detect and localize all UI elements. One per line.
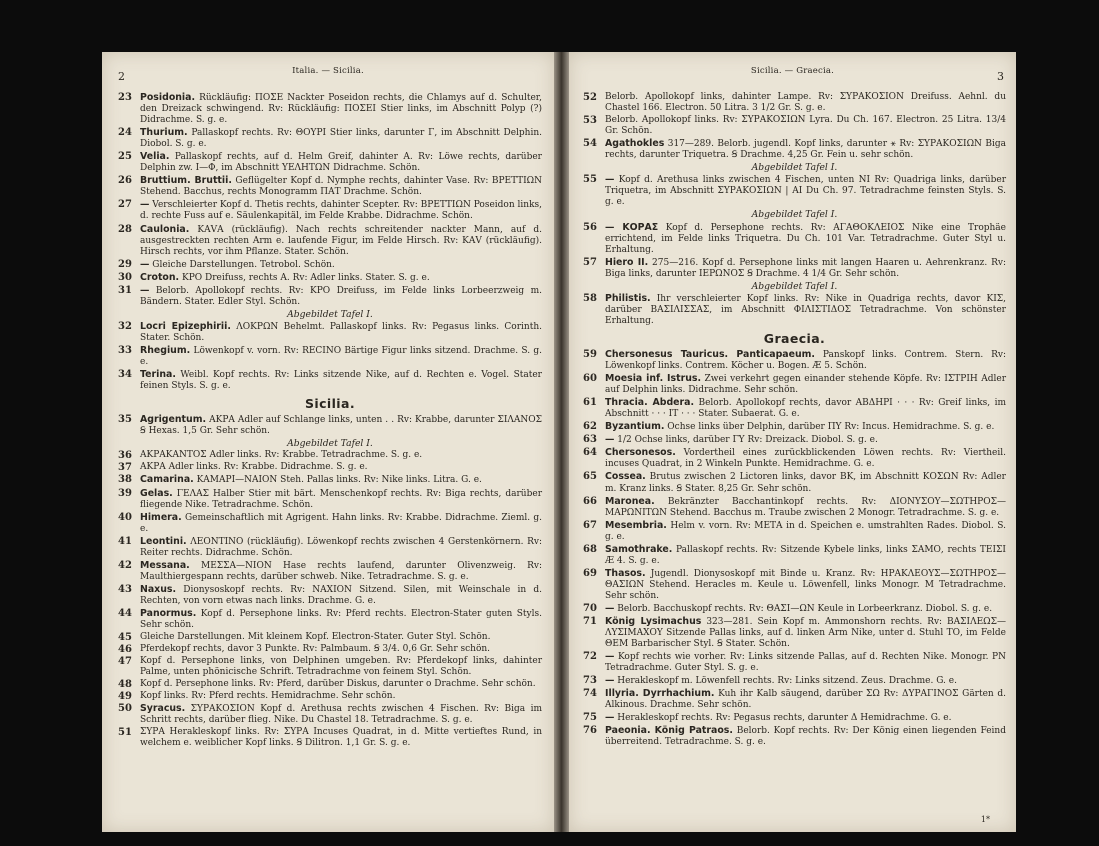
- entry-description: Rückläufig: ΠΟΣΕ Nackter Poseidon rechts, die Chlamys auf d. Schulter, den Dreizack schwingend. Rv: Rückläufig: ΠΟΣΕΙ Stier links, im Abschnitt Polyp (?) Didrachme. S. g. e.: [140, 93, 542, 126]
- entry-description: ΚΑΜΑΡΙ—ΝΑΙΟΝ Steh. Pallas links. Rv: Nike links. Litra. G. e.: [196, 475, 482, 486]
- entry-mint-name: Locri Epizephirii.: [140, 320, 231, 332]
- catalogue-entry: [583, 544, 1006, 567]
- entry-number: 63: [583, 434, 597, 446]
- catalogue-entry: [583, 568, 1006, 602]
- section-heading: Sicilia.: [305, 396, 355, 412]
- entry-description: 323—281. Sein Kopf m. Ammonshorn rechts. Rv: ΒΑΣΙΛΕΩΣ—ΛΥΣΙΜΑΧΟΥ Sitzende Pallas links, auf d. linken Arm Nike, unter d. Stuhl ΤΟ, im Felde ΘΕΜ Barbarischer Styl. Ꞩ Stater. Schön.: [605, 617, 1006, 650]
- entry-mint-name: Agrigentum.: [140, 414, 207, 426]
- entry-number: 48: [118, 679, 132, 691]
- catalogue-entry: [118, 450, 542, 461]
- entry-mint-name: Himera.: [140, 511, 182, 523]
- signature-mark: 1*: [980, 815, 990, 824]
- entry-number: 75: [583, 712, 597, 724]
- entry-number: 25: [118, 151, 132, 163]
- entry-number: 58: [583, 292, 597, 304]
- entry-description: ΣΥΡΑΚΟΣΙΟΝ Kopf d. Arethusa rechts zwischen 4 Fischen. Rv: Biga im Schritt rechts, darüber flieg. Nike. Du Chastel 18. Tetradrachme. S. g. e.: [140, 704, 542, 726]
- entry-mint-name: Cossea.: [605, 471, 646, 483]
- entry-description: Gemeinschaftlich mit Agrigent. Hahn links. Rv: Krabbe. Didrachme. Zieml. g. e.: [140, 512, 542, 534]
- plate-caption: Abgebildet Tafel I.: [287, 308, 373, 320]
- entry-number: 33: [118, 344, 132, 356]
- entry-mint-name: Chersonesos.: [605, 447, 676, 459]
- entry-number: 51: [118, 727, 132, 739]
- entry-mint-name: Gelas.: [140, 487, 173, 499]
- entry-number: 27: [118, 199, 132, 211]
- entry-number: 24: [118, 127, 132, 139]
- entry-description: Belorb. Kopf rechts. Rv: Der König einen liegenden Feind überreitend. Tetradrachme. S. g. e.: [605, 726, 1006, 748]
- entry-description: Belorb. Apollokopf rechts, davor ΑΒΔΗΡΙ · · · Rv: Greif links, im Abschnitt · · · ΙΤ · · · Stater. Subaerat. G. e.: [605, 398, 1006, 420]
- entry-description: Jugendl. Dionysoskopf mit Binde u. Kranz. Rv: ΗΡΑΚΛΕΟΥΣ—ΣΩΤΗΡΟΣ—ΘΑΣΙΩΝ Stehend. Heracles m. Keule u. Löwenfell, links Monogr. M Tetradrachme. Sehr schön.: [605, 568, 1006, 601]
- entry-description: Belorb. Apollokopf rechts. Rv: ΚΡΟ Dreifuss, im Felde links Lorbeerzweig m. Bändern. Stater. Edler Styl. Schön.: [140, 285, 542, 307]
- entry-description: ΛΕΟΝΤΙΝΟ (rückläufig). Löwenkopf rechts zwischen 4 Gerstenkörnern. Rv: Reiter rechts. Didrachme. Schön.: [140, 536, 542, 558]
- entry-number: 23: [118, 92, 132, 103]
- entry-number: 42: [118, 559, 132, 571]
- plate-caption: Abgebildet Tafel I.: [287, 438, 373, 450]
- entry-description: Verschleierter Kopf d. Thetis rechts, dahinter Scepter. Rv: ΒΡΕΤΤΙΩΝ Poseidon links, d. rechte Fuss auf e. Säulenkapitäl, im Felde Krabbe. Didrachme. Schön.: [140, 200, 542, 222]
- entry-group: [583, 293, 1006, 327]
- entry-description: Löwenkopf v. vorn. Rv: RECINO Bärtige Figur links sitzend. Drachme. S. g. e.: [140, 345, 542, 368]
- entry-number: 28: [118, 223, 132, 235]
- entry-description: 275—216. Kopf d. Persephone links mit langen Haaren u. Aehrenkranz. Rv: Biga links, darunter ΙΕΡΩΝΟΣ Ꞩ Drachme. 4 1/4 Gr. Sehr schön.: [605, 257, 1006, 279]
- catalogue-entry: [583, 373, 1006, 396]
- entry-description: Kuh ihr Kalb säugend, darüber ΣΩ Rv: ΔΥΡΑΓΙΝΟΣ Gärten d. Alkinous. Drachme. Sehr schön.: [605, 689, 1006, 711]
- entry-number: 68: [583, 543, 597, 555]
- entry-group: [118, 321, 542, 392]
- entry-number: 71: [583, 616, 597, 628]
- catalogue-entry: [583, 651, 1006, 674]
- entry-number: 57: [583, 256, 597, 268]
- entry-description: Belorb. Apollokopf links, dahinter Lampe. Rv: ΣΥΡΑΚΟΣΙΟΝ Dreifuss. Aehnl. du Chastel 166. Electron. 50 Litra. 3 1/2 Gr. S. g. e.: [605, 92, 1006, 114]
- catalogue-entry: [583, 471, 1006, 494]
- entry-number: 55: [583, 174, 597, 186]
- catalogue-entry: [118, 345, 542, 368]
- entry-description: Belorb. Bacchuskopf rechts. Rv: ΘΑΣΙ—ΩΝ Keule in Lorbeerkranz. Diobol. S. g. e.: [617, 603, 993, 614]
- catalogue-entry: [118, 369, 542, 392]
- entry-mint-name: —: [140, 199, 150, 211]
- catalogue-entry: [118, 474, 542, 486]
- entry-mint-name: Hiero II.: [605, 256, 649, 268]
- entry-description: 317—289. Belorb. jugendl. Kopf links, darunter ⚹ Rv: ΣΥΡΑΚΟΣΙΩΝ Biga rechts, darunter Triquetra. Ꞩ Drachme. 4,25 Gr. Fein u. sehr schön.: [605, 139, 1006, 161]
- entry-description: Herakleskopf rechts. Rv: Pegasus rechts, darunter Δ Hemidrachme. G. e.: [617, 713, 952, 724]
- entry-mint-name: —: [605, 174, 615, 186]
- entry-number: 44: [118, 607, 132, 619]
- entry-description: Herakleskopf m. Löwenfell rechts. Rv: Links sitzend. Zeus. Drachme. G. e.: [617, 676, 957, 687]
- left-page: [102, 52, 554, 832]
- entry-number: 52: [583, 92, 597, 103]
- catalogue-entry: [583, 257, 1006, 280]
- entry-number: 37: [118, 462, 132, 474]
- entry-mint-name: Moesia inf. Istrus.: [605, 373, 702, 385]
- entry-group: [118, 92, 542, 308]
- catalogue-entry: [118, 679, 542, 690]
- entry-description: ΚΡΟ Dreifuss, rechts Α. Rv: Adler links. Stater. S. g. e.: [181, 272, 430, 283]
- entry-mint-name: —: [140, 284, 150, 296]
- entry-number: 40: [118, 511, 132, 523]
- entry-number: 47: [118, 656, 132, 668]
- entry-description: Kopf d. Persephone links. Rv: Pferd rechts. Electron-Stater guten Styls. Sehr schön.: [140, 608, 542, 631]
- entry-mint-name: Thracia. Abdera.: [605, 397, 695, 409]
- entry-description: Pallaskopf rechts. Rv: Sitzende Kybele links, links ΣΑΜΟ, rechts ΤΕΙΣΙ Æ 4. S. g. e.: [605, 544, 1006, 566]
- catalogue-entry: [583, 725, 1006, 748]
- catalogue-entry: [118, 632, 542, 643]
- entry-number: 46: [118, 644, 132, 656]
- entry-mint-name: —: [605, 675, 615, 687]
- entry-description: Kopf rechts wie vorher. Rv: Links sitzende Pallas, auf d. Rechten Nike. Monogr. ΡΝ Tetradrachme. Guter Styl. S. g. e.: [605, 652, 1006, 674]
- catalogue-entry: [118, 321, 542, 344]
- page-number: 2: [118, 70, 125, 83]
- entry-number: 69: [583, 567, 597, 579]
- entry-description: Zwei verkehrt gegen einander stehende Köpfe. Rv: ΙΣΤΡΙΗ Adler auf Delphin links. Didrachme. Sehr schön.: [605, 374, 1006, 396]
- entry-description: ΛΟΚΡΩΝ Behelmt. Pallaskopf links. Rv: Pegasus links. Corinth. Stater. Schön.: [140, 321, 542, 343]
- running-head: Italia. — Sicilia.: [292, 66, 364, 76]
- entry-number: 49: [118, 691, 132, 703]
- entry-mint-name: König Lysimachus: [605, 616, 702, 628]
- entry-number: 50: [118, 703, 132, 715]
- entry-number: 36: [118, 450, 132, 462]
- entry-number: 56: [583, 221, 597, 233]
- entry-description: Brutus zwischen 2 Lictoren links, davor ΒΚ, im Abschnitt ΚΟΣΩΝ Rv: Adler m. Kranz links. Ꞩ Stater. 8,25 Gr. Sehr schön.: [605, 472, 1006, 494]
- entry-number: 45: [118, 632, 132, 644]
- catalogue-entry: [583, 688, 1006, 711]
- catalogue-entry: [118, 512, 542, 535]
- catalogue-entry: [583, 675, 1006, 687]
- catalogue-entry: [583, 603, 1006, 615]
- entry-group: [583, 349, 1006, 749]
- entry-description: Bekränzter Bacchantinkopf rechts. Rv: ΔΙΟΝΥΣΟΥ—ΣΩΤΗΡΟΣ—ΜΑΡΩΝΙΤΩΝ Stehend. Bacchus m. Traube zwischen 2 Monogr. Tetradrachme. S. g. e.: [605, 496, 1006, 518]
- catalogue-entry: [118, 703, 542, 726]
- entry-number: 53: [583, 115, 597, 127]
- entry-mint-name: Samothrake.: [605, 543, 673, 555]
- catalogue-entry: [583, 293, 1006, 327]
- catalogue-entry: [583, 349, 1006, 372]
- entry-mint-name: Posidonia.: [140, 92, 196, 103]
- catalogue-entry: [583, 115, 1006, 137]
- entry-description: Helm v. vorn. Rv: ΜΕΤΑ in d. Speichen e. umstrahlten Rades. Diobol. S. g. e.: [605, 520, 1006, 542]
- catalogue-entry: [118, 151, 542, 174]
- entry-number: 76: [583, 725, 597, 737]
- entry-description: Vordertheil eines zurückblickenden Löwen rechts. Rv: Viertheil. incuses Quadrat, in 2 Winkeln Punkte. Hemidrachme. G. e.: [605, 448, 1006, 470]
- catalogue-entry: [583, 520, 1006, 543]
- entry-number: 29: [118, 258, 132, 270]
- entry-number: 43: [118, 583, 132, 595]
- entry-description: ΜΕΣΣΑ—ΝΙΟΝ Hase rechts laufend, darunter Olivenzweig. Rv: Maulthiergespann rechts, darüber schweb. Nike. Tetradrachme. S. g. e.: [140, 560, 542, 582]
- entry-description: Ihr verschleierter Kopf links. Rv: Nike in Quadriga rechts, davor ΚΙΣ, darüber ΒΑΣΙΛΙΣΣΑΣ, im Abschnitt ΦΙΛΙΣΤΙΔΟΣ Tetradrachme. Von schönster Erhaltung.: [605, 293, 1006, 326]
- entry-number: 62: [583, 421, 597, 433]
- catalogue-entry: [583, 222, 1006, 256]
- running-head: Sicilia. — Graecia.: [750, 66, 835, 76]
- catalogue-entry: [583, 434, 1006, 446]
- catalogue-entry: [118, 462, 542, 473]
- catalogue-entry: [583, 92, 1006, 114]
- entry-mint-name: —: [605, 712, 615, 724]
- catalogue-entry: [118, 560, 542, 583]
- entry-number: 59: [583, 348, 597, 360]
- entry-number: 34: [118, 369, 132, 381]
- entry-description: ΑΚΡΑ Adler links. Rv: Krabbe. Didrachme. S. g. e.: [140, 462, 368, 473]
- entry-number: 66: [583, 495, 597, 507]
- catalogue-entry: [118, 656, 542, 678]
- entry-description: ΑΚΡΑΚΑΝΤΟΣ Adler links. Rv: Krabbe. Tetradrachme. S. g. e.: [140, 450, 423, 461]
- entry-mint-name: —: [605, 602, 615, 614]
- catalogue-entry: [118, 127, 542, 150]
- entry-number: 39: [118, 487, 132, 499]
- entry-mint-name: Chersonesus Tauricus. Panticapaeum.: [605, 348, 815, 360]
- entry-mint-name: Agathokles: [605, 138, 665, 150]
- catalogue-entry: [118, 285, 542, 308]
- entry-number: 65: [583, 471, 597, 483]
- entry-mint-name: — ΚΟΡΑΣ: [605, 221, 659, 233]
- catalogue-entry: [583, 447, 1006, 470]
- catalogue-entry: [118, 272, 542, 284]
- catalogue-entry: [118, 92, 542, 126]
- entry-number: 31: [118, 284, 132, 296]
- entry-group: [583, 174, 1006, 208]
- entry-mint-name: Messana.: [140, 559, 190, 571]
- entry-group: [583, 222, 1006, 280]
- entry-mint-name: Paeonia. König Patraos.: [605, 725, 733, 737]
- entry-mint-name: Maronea.: [605, 495, 655, 507]
- entry-description: ΚΑVΑ (rückläufig). Nach rechts schreitender nackter Mann, auf d. ausgestreckten rechten Arm e. laufende Figur, im Felde Hirsch. Rv: ΚΑV (rückläufig). Hirsch rechts, vor ihm Pflanze. Stater. Schön.: [140, 224, 542, 257]
- entry-description: Gleiche Darstellungen. Mit kleinem Kopf. Electron-Stater. Guter Styl. Schön.: [140, 632, 491, 643]
- page-number: 3: [997, 70, 1004, 83]
- entry-mint-name: Leontini.: [140, 535, 187, 547]
- entry-description: Weibl. Kopf rechts. Rv: Links sitzende Nike, auf d. Rechten e. Vogel. Stater feinen Styls. S. g. e.: [140, 370, 542, 392]
- entry-mint-name: Panormus.: [140, 607, 197, 619]
- entry-description: Pallaskopf rechts. Rv: ΘΟΥΡΙ Stier links, darunter Γ, im Abschnitt Delphin. Diobol. S. g. e.: [140, 128, 542, 150]
- entry-description: 1/2 Ochse links, darüber ΓΥ Rv: Dreizack. Diobol. S. g. e.: [617, 435, 878, 446]
- entry-description: Geflügelter Kopf d. Nymphe rechts, dahinter Vase. Rv: ΒΡΕΤΤΙΩΝ Stehend. Bacchus, rechts Monogramm ΠΑΤ Drachme. Schön.: [140, 176, 542, 198]
- entry-number: 67: [583, 519, 597, 531]
- entry-mint-name: Rhegium.: [140, 344, 191, 356]
- entry-group: [583, 92, 1006, 161]
- catalogue-entry: [583, 138, 1006, 161]
- catalogue-entry: [583, 616, 1006, 650]
- entry-number: 54: [583, 138, 597, 150]
- catalogue-entry: [118, 536, 542, 559]
- entry-description: Kopf links. Rv: Pferd rechts. Hemidrachme. Sehr schön.: [140, 691, 396, 702]
- entry-mint-name: Byzantium.: [605, 421, 665, 433]
- catalogue-entry: [118, 259, 542, 271]
- entry-description: Panskopf links. Contrem. Stern. Rv: Löwenkopf links. Contrem. Köcher u. Bogen. Æ 5. Schön.: [605, 349, 1006, 372]
- catalogue-entry: [583, 712, 1006, 724]
- entry-mint-name: Velia.: [140, 151, 170, 163]
- entry-mint-name: Illyria. Dyrrhachium.: [605, 688, 715, 700]
- entry-number: 60: [583, 373, 597, 385]
- entry-mint-name: Camarina.: [140, 474, 194, 486]
- section-heading: Graecia.: [763, 330, 826, 346]
- catalogue-entry: [583, 421, 1006, 433]
- entry-group: [118, 414, 542, 437]
- entry-description: Gleiche Darstellungen. Tetrobol. Schön.: [152, 259, 335, 270]
- catalogue-entry: [118, 224, 542, 258]
- entry-group: [118, 450, 542, 749]
- page-body: [118, 92, 542, 751]
- entry-description: ΓΕΛΑΣ Halber Stier mit bärt. Menschenkopf rechts. Rv: Biga rechts, darüber fliegende Nike. Tetradrachme. Schön.: [140, 488, 542, 510]
- entry-mint-name: Terina.: [140, 369, 176, 381]
- plate-caption: Abgebildet Tafel I.: [751, 280, 838, 292]
- entry-description: Belorb. Apollokopf links. Rv: ΣΥΡΑΚΟΣΙΩΝ Lyra. Du Ch. 167. Electron. 25 Litra. 13/4 Gr. Schön.: [605, 115, 1006, 137]
- entry-mint-name: Thurium.: [140, 127, 188, 139]
- entry-mint-name: Thasos.: [605, 567, 646, 579]
- entry-mint-name: —: [140, 258, 150, 270]
- entry-number: 35: [118, 414, 132, 426]
- catalogue-entry: [118, 584, 542, 607]
- catalogue-entry: [118, 727, 542, 749]
- plate-caption: Abgebildet Tafel I.: [751, 209, 838, 221]
- entry-number: 72: [583, 651, 597, 663]
- entry-number: 64: [583, 447, 597, 459]
- catalogue-entry: [583, 496, 1006, 519]
- entry-description: Kopf d. Arethusa links zwischen 4 Fischen, unten ΝΙ Rv: Quadriga links, darüber Triquetra, im Abschnitt ΣΥΡΑΚΟΣΙΩΝ | ΑΙ Du Ch. 97. Tetradrachme feinsten Styls. S. g. e.: [605, 175, 1006, 208]
- entry-mint-name: Bruttium. Bruttii.: [140, 175, 232, 187]
- entry-number: 30: [118, 271, 132, 283]
- entry-mint-name: Philistis.: [605, 292, 651, 304]
- entry-description: Pallaskopf rechts, auf d. Helm Greif, dahinter Α. Rv: Löwe rechts, darüber Delphin zw. Ι—Φ, im Abschnitt ΥΕΛΗΤΩΝ Didrachme. Schön.: [140, 152, 542, 174]
- catalogue-entry: [118, 414, 542, 437]
- entry-description: Ochse links über Delphin, darüber ΠΥ Rv: Incus. Hemidrachme. S. g. e.: [667, 422, 995, 433]
- entry-mint-name: Croton.: [140, 271, 180, 283]
- entry-mint-name: Mesembria.: [605, 519, 667, 531]
- catalogue-entry: [583, 174, 1006, 208]
- entry-number: 70: [583, 602, 597, 614]
- catalogue-entry: [118, 644, 542, 655]
- right-page: [569, 52, 1016, 832]
- entry-mint-name: Caulonia.: [140, 223, 190, 235]
- book-gutter: [554, 52, 569, 832]
- entry-number: 61: [583, 397, 597, 409]
- catalogue-entry: [118, 488, 542, 511]
- entry-mint-name: —: [605, 434, 615, 446]
- page-body: [583, 92, 1006, 750]
- catalogue-entry: [118, 608, 542, 631]
- entry-description: ΣΥΡΑ Herakleskopf links. Rv: ΣΥΡΑ Incuses Quadrat, in d. Mitte vertieftes Rund, in welchem e. weiblicher Kopf links. Ꞩ Dilitron. 1,1 Gr. S. g. e.: [140, 727, 542, 749]
- entry-description: Kopf d. Persephone links. Rv: Pferd, darüber Diskus, darunter o Drachme. Sehr schön.: [140, 679, 536, 690]
- catalogue-entry: [118, 199, 542, 222]
- entry-number: 32: [118, 320, 132, 332]
- catalogue-entry: [118, 175, 542, 198]
- catalogue-entry: [583, 397, 1006, 420]
- entry-description: Kopf d. Persephone links, von Delphinen umgeben. Rv: Pferdekopf links, dahinter Palme, unten phönicische Schrift. Tetradrachme von feinem Styl. Schön.: [140, 656, 542, 678]
- entry-number: 38: [118, 474, 132, 486]
- entry-number: 41: [118, 535, 132, 547]
- catalogue-entry: [118, 691, 542, 702]
- entry-mint-name: —: [605, 651, 615, 663]
- entry-number: 73: [583, 675, 597, 687]
- entry-description: Kopf d. Persephone rechts. Rv: ΑΓΑΘΟΚΛΕΙΟΣ Nike eine Trophäe errichtend, im Felde links Triquetra. Du Ch. 101 Var. Tetradrachme. Guter Styl u. Erhaltung.: [605, 222, 1006, 255]
- entry-description: Pferdekopf rechts, davor 3 Punkte. Rv: Palmbaum. Ꞩ 3/4. 0,6 Gr. Sehr schön.: [140, 644, 491, 655]
- entry-number: 74: [583, 688, 597, 700]
- entry-description: Dionysoskopf rechts. Rv: ΝΑΧΙΟΝ Sitzend. Silen, mit Weinschale in d. Rechten, von vorn etwas nach links. Drachme. G. e.: [140, 584, 542, 606]
- plate-caption: Abgebildet Tafel I.: [751, 162, 838, 174]
- entry-number: 26: [118, 175, 132, 187]
- entry-mint-name: Naxus.: [140, 583, 177, 595]
- entry-mint-name: Syracus.: [140, 703, 186, 715]
- entry-description: ΑΚΡΑ Adler auf Schlange links, unten . . Rv: Krabbe, darunter ΣΙΛΑΝΟΣ Ꞩ Hexas. 1,5 Gr. Sehr schön.: [140, 415, 542, 437]
